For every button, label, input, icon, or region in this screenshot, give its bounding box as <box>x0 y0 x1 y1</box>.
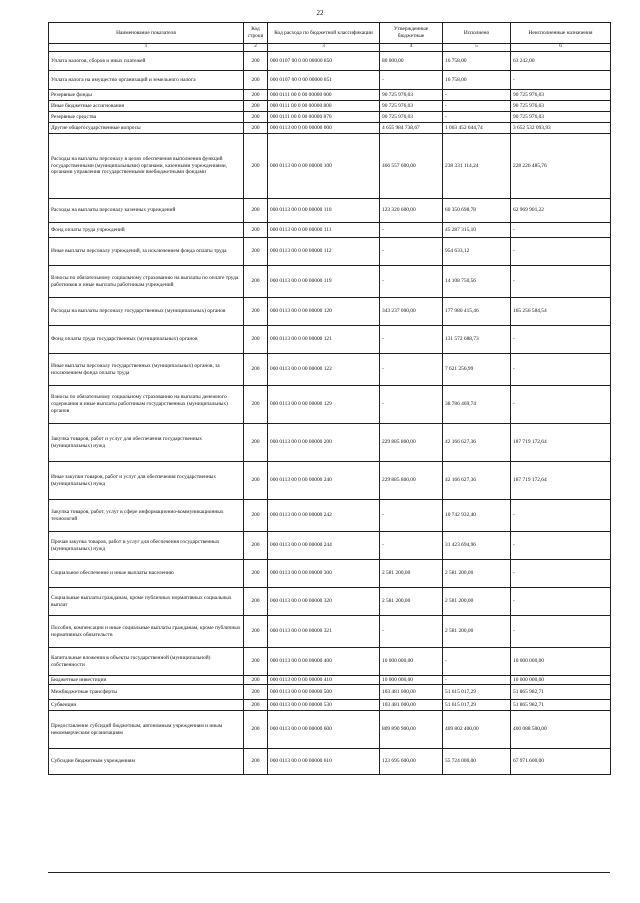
row-approved: - <box>380 616 443 648</box>
row-line-code: 200 <box>244 199 268 223</box>
col-header-executed: Исполнено <box>443 23 511 44</box>
row-unexecuted: - <box>511 238 611 266</box>
row-budget-code: 000 0113 00 0 00 00000 111 <box>268 223 380 238</box>
row-unexecuted: 228 226 485,76 <box>511 134 611 199</box>
table-row <box>49 616 611 648</box>
col-number: 4 <box>380 44 443 52</box>
row-unexecuted: - <box>511 560 611 588</box>
row-unexecuted: 3 652 532 093,93 <box>511 123 611 134</box>
row-unexecuted: - <box>511 223 611 238</box>
row-approved: 103 481 000,00 <box>380 685 443 700</box>
row-budget-code: 000 0113 00 0 00 00000 121 <box>268 326 380 354</box>
row-budget-code: 000 0113 00 0 00 00000 244 <box>268 532 380 560</box>
row-line-code: 200 <box>244 238 268 266</box>
row-name: Уплата налогов, сборов и иных платежей <box>49 52 244 71</box>
row-name: Предоставление субсидий бюджетным, автономным учреждениям и иным некоммерческим организациям <box>49 711 244 749</box>
table-row <box>49 462 611 500</box>
row-budget-code: 000 0113 00 0 00 00000 300 <box>268 560 380 588</box>
row-budget-code: 000 0107 00 0 00 00000 850 <box>268 52 380 71</box>
table-row <box>49 500 611 532</box>
row-line-code: 200 <box>244 326 268 354</box>
row-name: Фонд оплаты труда учреждений <box>49 223 244 238</box>
row-budget-code: 000 0111 00 0 00 00000 870 <box>268 112 380 123</box>
row-executed: 2 581 200,00 <box>443 560 511 588</box>
row-line-code: 200 <box>244 462 268 500</box>
row-budget-code: 000 0113 00 0 00 00000 000 <box>268 123 380 134</box>
table-row <box>49 676 611 685</box>
row-name: Расходы на выплаты персоналу государственных (муниципальных) органов <box>49 298 244 326</box>
row-name: Межбюджетные трансферты <box>49 685 244 700</box>
row-line-code: 200 <box>244 711 268 749</box>
row-name: Уплата налога на имущество организаций и земельного налога <box>49 71 244 90</box>
row-budget-code: 000 0113 00 0 00 00000 500 <box>268 685 380 700</box>
row-executed: 51 615 017,29 <box>443 700 511 711</box>
table-row <box>49 588 611 616</box>
row-budget-code: 000 0113 00 0 00 00000 122 <box>268 354 380 386</box>
row-line-code: 200 <box>244 123 268 134</box>
row-budget-code: 000 0111 00 0 00 00000 800 <box>268 101 380 112</box>
table-row <box>49 52 611 71</box>
row-executed: - <box>443 90 511 101</box>
col-number: 3 <box>268 44 380 52</box>
table-row <box>49 648 611 676</box>
row-approved: - <box>380 354 443 386</box>
row-executed: 42 166 627,36 <box>443 462 511 500</box>
budget-report-table <box>48 22 611 775</box>
row-name: Субсидии бюджетным учреждениям <box>49 749 244 775</box>
row-executed: 14 108 750,56 <box>443 266 511 298</box>
row-unexecuted: 63 242,00 <box>511 52 611 71</box>
table-row <box>49 134 611 199</box>
row-budget-code: 000 0113 00 0 00 00000 119 <box>268 266 380 298</box>
row-approved: 90 725 976,03 <box>380 101 443 112</box>
table-row <box>49 386 611 424</box>
row-line-code: 200 <box>244 101 268 112</box>
row-executed: 2 581 200,00 <box>443 588 511 616</box>
row-budget-code: 000 0113 00 0 00 00000 100 <box>268 134 380 199</box>
row-line-code: 200 <box>244 749 268 775</box>
row-budget-code: 000 0113 00 0 00 00000 321 <box>268 616 380 648</box>
table-row <box>49 90 611 101</box>
table-row <box>49 199 611 223</box>
table-row <box>49 532 611 560</box>
col-header-approved: Утвержденные бюджетные <box>380 23 443 44</box>
row-executed: - <box>443 101 511 112</box>
row-line-code: 200 <box>244 266 268 298</box>
row-approved: 103 481 000,00 <box>380 700 443 711</box>
row-line-code: 200 <box>244 560 268 588</box>
row-line-code: 200 <box>244 386 268 424</box>
row-line-code: 200 <box>244 700 268 711</box>
row-unexecuted: 10 000 000,00 <box>511 676 611 685</box>
col-number: 1 <box>49 44 244 52</box>
row-line-code: 200 <box>244 616 268 648</box>
row-line-code: 200 <box>244 532 268 560</box>
row-name: Иные закупки товаров, работ и услуг для обеспечения государственных (муниципальных) нужд <box>49 462 244 500</box>
row-unexecuted: 90 725 976,03 <box>511 101 611 112</box>
row-budget-code: 000 0113 00 0 00 00000 242 <box>268 500 380 532</box>
row-unexecuted: - <box>511 326 611 354</box>
row-unexecuted: - <box>511 266 611 298</box>
row-budget-code: 000 0113 00 0 00 00000 600 <box>268 711 380 749</box>
row-unexecuted: 90 725 976,03 <box>511 112 611 123</box>
row-unexecuted: - <box>511 500 611 532</box>
row-line-code: 200 <box>244 71 268 90</box>
row-name: Закупка товаров, работ и услуг для обеспечения государственных (муниципальных) нужд <box>49 424 244 462</box>
row-executed: 10 742 932,40 <box>443 500 511 532</box>
page-number: 22 <box>316 9 324 17</box>
row-executed: 7 621 256,99 <box>443 354 511 386</box>
table-row <box>49 298 611 326</box>
row-line-code: 200 <box>244 52 268 71</box>
table-row <box>49 101 611 112</box>
table-row <box>49 71 611 90</box>
row-approved: - <box>380 71 443 90</box>
row-approved: - <box>380 266 443 298</box>
row-line-code: 200 <box>244 354 268 386</box>
row-budget-code: 000 0113 00 0 00 00000 110 <box>268 199 380 223</box>
footer-rule <box>48 872 610 873</box>
row-name: Пособия, компенсации и иные социальные выплаты гражданам, кроме публичных нормативных обязательств <box>49 616 244 648</box>
row-line-code: 200 <box>244 298 268 326</box>
row-executed: 409 802 400,00 <box>443 711 511 749</box>
row-name: Социальное обеспечение и иные выплаты населению <box>49 560 244 588</box>
col-header-unexecuted: Неисполненные назначения <box>511 23 611 44</box>
row-approved: 90 725 976,03 <box>380 90 443 101</box>
row-name: Другие общегосударственные вопросы <box>49 123 244 134</box>
row-unexecuted: - <box>511 532 611 560</box>
table-header-row <box>49 23 611 44</box>
row-executed: 31 423 694,96 <box>443 532 511 560</box>
row-executed: 1 003 452 644,74 <box>443 123 511 134</box>
row-budget-code: 000 0113 00 0 00 00000 320 <box>268 588 380 616</box>
row-unexecuted: - <box>511 386 611 424</box>
row-unexecuted: - <box>511 71 611 90</box>
row-executed: 38 786 469,74 <box>443 386 511 424</box>
row-budget-code: 000 0107 00 0 00 00000 851 <box>268 71 380 90</box>
row-executed: - <box>443 676 511 685</box>
row-budget-code: 000 0113 00 0 00 00000 610 <box>268 749 380 775</box>
row-executed: 177 980 415,46 <box>443 298 511 326</box>
row-name: Бюджетные инвестиции <box>49 676 244 685</box>
row-line-code: 200 <box>244 424 268 462</box>
row-executed: - <box>443 648 511 676</box>
col-number: 6 <box>511 44 611 52</box>
row-name: Иные выплаты персоналу государственных (муниципальных) органов, за исключением фонда оплаты труда <box>49 354 244 386</box>
table-row <box>49 749 611 775</box>
row-approved: 123 320 600,00 <box>380 199 443 223</box>
row-name: Субвенции <box>49 700 244 711</box>
row-unexecuted: 90 725 976,03 <box>511 90 611 101</box>
row-unexecuted: - <box>511 354 611 386</box>
row-approved: - <box>380 532 443 560</box>
col-header-code: Код расхода по бюджетной классификации <box>268 23 380 44</box>
row-unexecuted: 187 719 172,64 <box>511 424 611 462</box>
row-executed: 131 572 688,73 <box>443 326 511 354</box>
row-approved: 10 000 000,00 <box>380 648 443 676</box>
row-name: Капитальные вложения в объекты государственной (муниципальной) собственности <box>49 648 244 676</box>
row-budget-code: 000 0113 00 0 00 00000 410 <box>268 676 380 685</box>
table-row <box>49 700 611 711</box>
row-name: Резервные средства <box>49 112 244 123</box>
row-budget-code: 000 0113 00 0 00 00000 120 <box>268 298 380 326</box>
row-unexecuted: 51 865 982,71 <box>511 685 611 700</box>
row-approved: 2 581 200,00 <box>380 560 443 588</box>
row-unexecuted: 10 000 000,00 <box>511 648 611 676</box>
col-number: 2 <box>244 44 268 52</box>
row-budget-code: 000 0113 00 0 00 00000 400 <box>268 648 380 676</box>
row-approved: 343 237 000,00 <box>380 298 443 326</box>
row-approved: 809 890 900,00 <box>380 711 443 749</box>
row-name: Социальные выплаты гражданам, кроме публичных нормативных социальных выплат <box>49 588 244 616</box>
row-executed: 954 633,12 <box>443 238 511 266</box>
row-line-code: 200 <box>244 648 268 676</box>
col-header-name: Наименование показателя <box>49 23 244 44</box>
row-line-code: 200 <box>244 588 268 616</box>
row-approved: - <box>380 326 443 354</box>
row-unexecuted: 62 969 901,22 <box>511 199 611 223</box>
row-line-code: 200 <box>244 223 268 238</box>
row-executed: 16 758,00 <box>443 52 511 71</box>
row-approved: 123 695 600,00 <box>380 749 443 775</box>
table-row <box>49 112 611 123</box>
table-row <box>49 123 611 134</box>
row-approved: 80 000,00 <box>380 52 443 71</box>
table-row <box>49 685 611 700</box>
row-approved: 90 725 976,03 <box>380 112 443 123</box>
col-number: 5 <box>443 44 511 52</box>
table-row <box>49 266 611 298</box>
row-line-code: 200 <box>244 676 268 685</box>
table-row <box>49 711 611 749</box>
row-line-code: 200 <box>244 500 268 532</box>
row-name: Резервные фонды <box>49 90 244 101</box>
row-unexecuted: - <box>511 616 611 648</box>
row-name: Расходы на выплаты персоналу в целях обеспечения выполнения функций государственными (муниципальными) органами, казенными учреждениями, органами управления государственными внебюджетными фондами <box>49 134 244 199</box>
row-approved: 2 581 200,00 <box>380 588 443 616</box>
row-approved: 10 000 000,00 <box>380 676 443 685</box>
row-approved: 229 885 800,00 <box>380 462 443 500</box>
row-budget-code: 000 0113 00 0 00 00000 530 <box>268 700 380 711</box>
row-budget-code: 000 0111 00 0 00 00000 000 <box>268 90 380 101</box>
row-name: Иные выплаты персоналу учреждений, за исключением фонда оплаты труда <box>49 238 244 266</box>
row-approved: - <box>380 223 443 238</box>
row-name: Закупка товаров, работ, услуг в сфере информационно-коммуникационных технологий <box>49 500 244 532</box>
row-approved: 4 655 984 738,67 <box>380 123 443 134</box>
table-row <box>49 326 611 354</box>
row-unexecuted: 187 719 172,64 <box>511 462 611 500</box>
row-approved: - <box>380 500 443 532</box>
row-executed: 55 724 000,00 <box>443 749 511 775</box>
row-approved: - <box>380 238 443 266</box>
row-unexecuted: 51 865 982,71 <box>511 700 611 711</box>
row-approved: - <box>380 386 443 424</box>
table-row <box>49 560 611 588</box>
row-unexecuted: 67 971 600,00 <box>511 749 611 775</box>
row-unexecuted: 400 088 500,00 <box>511 711 611 749</box>
table-row <box>49 223 611 238</box>
row-budget-code: 000 0113 00 0 00 00000 129 <box>268 386 380 424</box>
row-name: Взносы по обязательному социальному страхованию на выплаты по оплате труда работников и иные выплаты работникам учреждений <box>49 266 244 298</box>
table-row <box>49 424 611 462</box>
row-executed: 42 166 627,36 <box>443 424 511 462</box>
row-line-code: 200 <box>244 685 268 700</box>
row-name: Взносы по обязательному социальному страхованию на выплаты денежного содержания и иные выплаты работникам государственных (муниципальных) органов <box>49 386 244 424</box>
row-name: Фонд оплаты труда государственных (муниципальных) органов <box>49 326 244 354</box>
row-approved: 229 885 800,00 <box>380 424 443 462</box>
row-name: Иные бюджетные ассигнования <box>49 101 244 112</box>
row-line-code: 200 <box>244 90 268 101</box>
row-executed: 45 287 315,10 <box>443 223 511 238</box>
table-row <box>49 354 611 386</box>
row-approved: 466 557 600,00 <box>380 134 443 199</box>
row-executed: 238 331 114,24 <box>443 134 511 199</box>
row-unexecuted: 165 256 584,54 <box>511 298 611 326</box>
col-header-line: Код строки <box>244 23 268 44</box>
row-name: Расходы на выплаты персоналу казенных учреждений <box>49 199 244 223</box>
row-line-code: 200 <box>244 112 268 123</box>
column-numbers-row <box>49 44 611 52</box>
row-executed: - <box>443 112 511 123</box>
row-line-code: 200 <box>244 134 268 199</box>
row-name: Прочая закупка товаров, работ и услуг для обеспечения государственных (муниципальных) нужд <box>49 532 244 560</box>
row-executed: 60 350 698,78 <box>443 199 511 223</box>
row-executed: 16 758,00 <box>443 71 511 90</box>
row-unexecuted: - <box>511 588 611 616</box>
row-budget-code: 000 0113 00 0 00 00000 112 <box>268 238 380 266</box>
row-executed: 2 581 200,00 <box>443 616 511 648</box>
row-budget-code: 000 0113 00 0 00 00000 240 <box>268 462 380 500</box>
table-row <box>49 238 611 266</box>
row-budget-code: 000 0113 00 0 00 00000 200 <box>268 424 380 462</box>
row-executed: 51 615 017,29 <box>443 685 511 700</box>
